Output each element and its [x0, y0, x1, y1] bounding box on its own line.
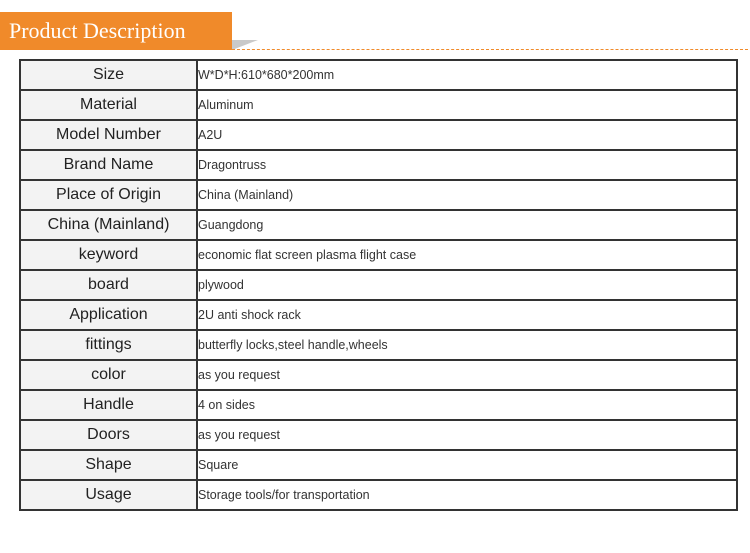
spec-table — [19, 59, 738, 511]
table-row — [20, 150, 737, 180]
spec-value: A2U — [197, 120, 737, 150]
table-row — [20, 360, 737, 390]
spec-label: Material — [20, 90, 197, 120]
table-row — [20, 210, 737, 240]
spec-value: Dragontruss — [197, 150, 737, 180]
table-row — [20, 330, 737, 360]
spec-label: fittings — [20, 330, 197, 360]
spec-value: 4 on sides — [197, 390, 737, 420]
spec-value: Square — [197, 450, 737, 480]
table-row — [20, 300, 737, 330]
spec-label: Place of Origin — [20, 180, 197, 210]
spec-label: Handle — [20, 390, 197, 420]
table-row — [20, 180, 737, 210]
table-row — [20, 420, 737, 450]
spec-label: Shape — [20, 450, 197, 480]
spec-value: as you request — [197, 360, 737, 390]
table-row — [20, 240, 737, 270]
table-row — [20, 450, 737, 480]
spec-value: economic flat screen plasma flight case — [197, 240, 737, 270]
spec-value: as you request — [197, 420, 737, 450]
table-row — [20, 60, 737, 90]
spec-value: Guangdong — [197, 210, 737, 240]
spec-label: board — [20, 270, 197, 300]
spec-value: Aluminum — [197, 90, 737, 120]
table-row — [20, 120, 737, 150]
spec-value: China (Mainland) — [197, 180, 737, 210]
spec-value: 2U anti shock rack — [197, 300, 737, 330]
table-row — [20, 90, 737, 120]
section-title: Product Description — [9, 18, 186, 43]
dashed-divider — [232, 49, 748, 50]
spec-label: Size — [20, 60, 197, 90]
table-row — [20, 270, 737, 300]
spec-label: Application — [20, 300, 197, 330]
section-title-banner — [0, 12, 232, 50]
spec-value: butterfly locks,steel handle,wheels — [197, 330, 737, 360]
table-row — [20, 480, 737, 510]
spec-label: Brand Name — [20, 150, 197, 180]
spec-label: China (Mainland) — [20, 210, 197, 240]
spec-label: color — [20, 360, 197, 390]
spec-label: keyword — [20, 240, 197, 270]
spec-value: W*D*H:610*680*200mm — [197, 60, 737, 90]
table-row — [20, 390, 737, 420]
spec-value: plywood — [197, 270, 737, 300]
spec-label: Doors — [20, 420, 197, 450]
spec-label: Usage — [20, 480, 197, 510]
spec-label: Model Number — [20, 120, 197, 150]
spec-value: Storage tools/for transportation — [197, 480, 737, 510]
